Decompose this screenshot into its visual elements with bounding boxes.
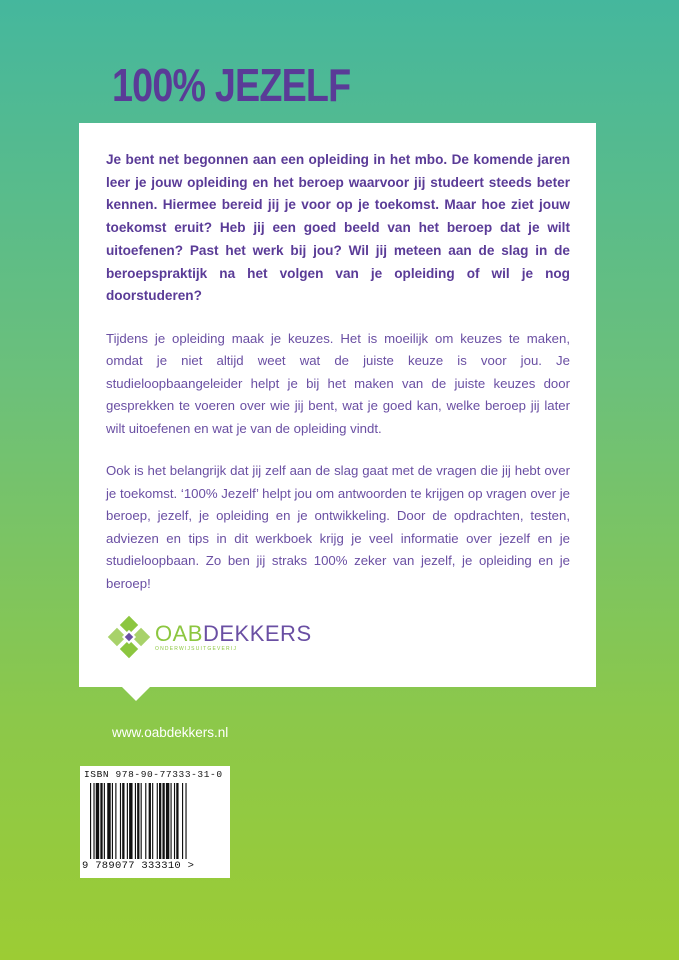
logo-dekkers-text: DEKKERS xyxy=(202,620,312,646)
barcode-icon xyxy=(90,783,220,859)
body-paragraph-2: Ook is het belangrijk dat jij zelf aan de slag gaat met de vragen die jij hebt over je toekomst. ‘100% Jezelf’ helpt jou om antwoorden te krijgen op vragen over je beroep, jezelf, je opleiding en je ontwikkeling. Door de opdrachten, testen, adviezen en tips in dit werkboek krijg je veel informatie over jezelf en je studieloopbaan. Zo ben jij straks 100% zeker van jezelf, je opleiding en je beroep! xyxy=(106,463,570,591)
book-title: 100% JEZELF xyxy=(112,59,351,111)
panel-pointer xyxy=(122,687,150,701)
logo-tagline: ONDERWIJSUITGEVERIJ xyxy=(155,645,238,652)
logo-oab-text: OAB xyxy=(155,620,203,646)
logo-wordmark xyxy=(155,620,312,652)
body-paragraph-1: Tijdens je opleiding maak je keuzes. Het is moeilijk om keuzes te maken, omdat je niet altijd weet wat de juiste keuze is voor jou. Je studieloopbaangeleider helpt je bij het maken van de juiste keuzes door gesprekken te voeren over wie jij bent, wat je goed kan, welke beroep jij later wilt uitoefenen en wat je van de opleiding vindt. xyxy=(106,330,570,436)
oab-dekkers-logo-icon xyxy=(107,615,151,659)
intro-paragraph: Je bent net begonnen aan een opleiding in het mbo. De komende jaren leer je jouw opleiding en het beroep waarvoor jij studeert steeds beter kennen. Hiermee bereid jij je voor op je toekomst. Maar hoe ziet jouw toekomst eruit? Heb jij een goed beeld van het beroep dat je wilt uitoefenen? Past het werk bij jou? Wil jij meteen aan de slag in de beroepspraktijk na het volgen van je opleiding of wil je nog doorstuderen? xyxy=(106,152,570,304)
barcode-area xyxy=(80,766,230,878)
description-panel xyxy=(79,123,596,687)
website-link[interactable]: www.oabdekkers.nl xyxy=(112,725,229,740)
isbn-label: ISBN 978-90-77333-31-0 xyxy=(84,769,223,780)
barcode-number: 9 789077 333310 > xyxy=(82,860,195,872)
publisher-logo xyxy=(107,615,312,659)
